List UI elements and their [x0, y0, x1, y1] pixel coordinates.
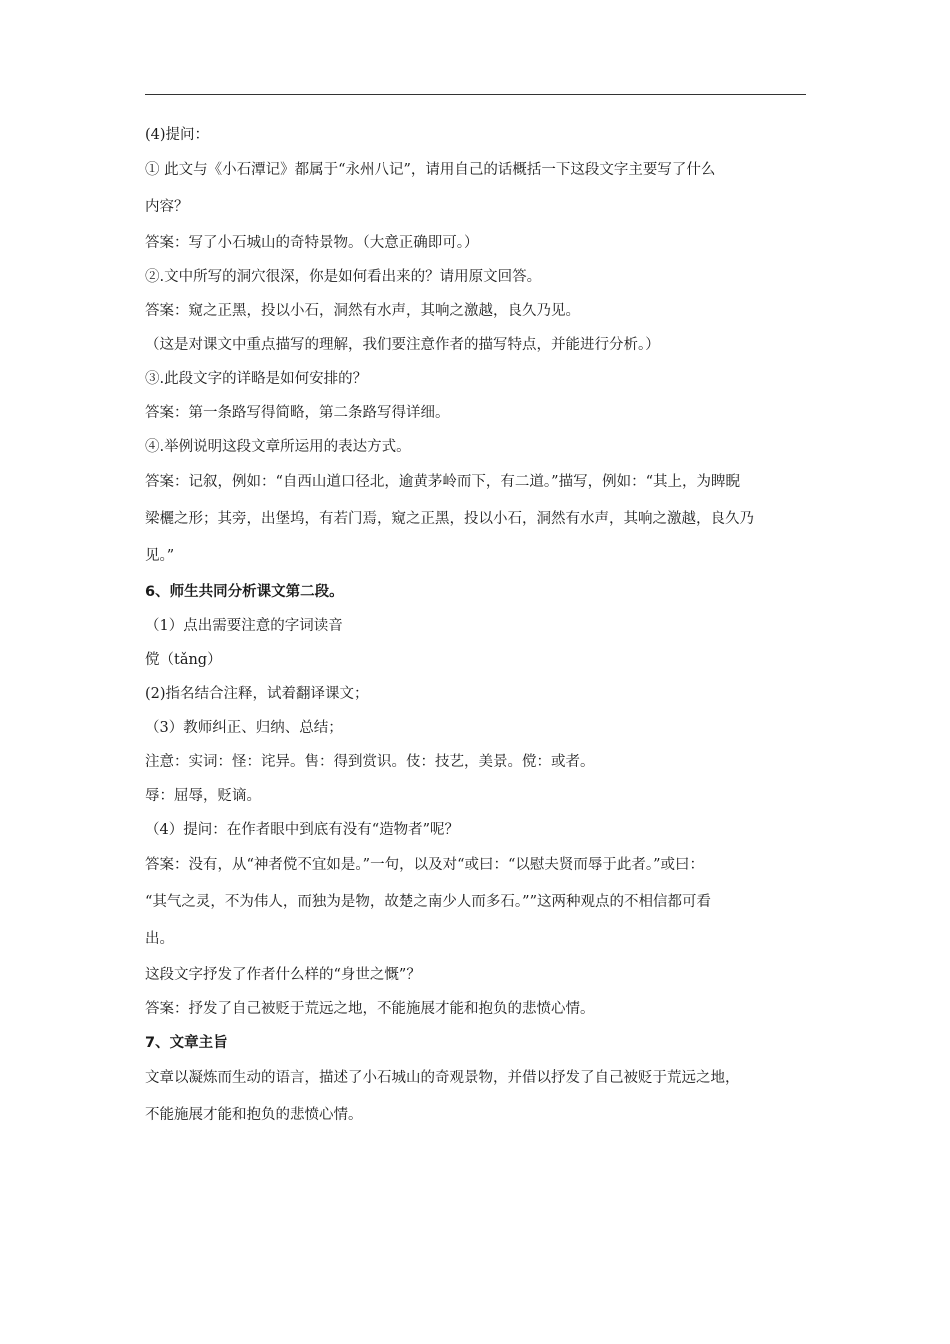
theme-line-2: 不能施展才能和抱负的悲愤心情。	[145, 1107, 363, 1123]
question-4: ④.举例说明这段文章所运用的表达方式。	[145, 439, 411, 455]
vocab-note-2: 辱：屈辱，贬谪。	[145, 788, 261, 804]
document-body	[145, 118, 815, 1134]
step-3: （3）教师纠正、归纳、总结；	[145, 720, 343, 736]
answer-4-line-1: 答案：记叙，例如：“自西山道口径北，逾黄茅岭而下，有二道。”描写，例如：“其上，为睥睨	[145, 474, 740, 490]
pronunciation: 傥（tǎng）	[145, 652, 222, 668]
question-1-line-1: ① 此文与《小石潭记》都属于“永州八记”，请用自己的话概括一下这段文字主要写了什么	[145, 162, 716, 178]
section-7-heading: 7、文章主旨	[145, 1035, 228, 1051]
header-rule	[145, 94, 806, 95]
question-1-line-2: 内容？	[145, 199, 189, 215]
answer-5: 答案：抒发了自己被贬于荒远之地，不能施展才能和抱负的悲愤心情。	[145, 1001, 595, 1017]
step-4-question: （4）提问：在作者眼中到底有没有“造物者”呢？	[145, 822, 460, 838]
step-1: （1）点出需要注意的字词读音	[145, 618, 343, 634]
step-4-answer-line-2: “其气之灵，不为伟人，而独为是物，故楚之南少人而多石。””这两种观点的不相信都可看	[145, 894, 711, 910]
question-2: ②.文中所写的洞穴很深，你是如何看出来的？请用原文回答。	[145, 269, 542, 285]
question-heading: (4)提问：	[145, 127, 210, 143]
answer-1: 答案：写了小石城山的奇特景物。（大意正确即可。）	[145, 235, 479, 251]
answer-4-line-3: 见。”	[145, 548, 175, 564]
note-2: （这是对课文中重点描写的理解，我们要注意作者的描写特点，并能进行分析。）	[145, 337, 660, 353]
theme-line-1: 文章以凝炼而生动的语言，描述了小石城山的奇观景物，并借以抒发了自己被贬于荒远之地，	[145, 1070, 740, 1086]
step-4-answer-line-3: 出。	[145, 931, 174, 947]
answer-3: 答案：第一条路写得简略，第二条路写得详细。	[145, 405, 450, 421]
step-2: (2)指名结合注释，试着翻译课文；	[145, 686, 369, 702]
answer-4-line-2: 梁欐之形；其旁，出堡坞，有若门焉，窥之正黑，投以小石，洞然有水声，其响之激越，良久乃	[145, 511, 754, 527]
answer-2: 答案：窥之正黑，投以小石，洞然有水声，其响之激越，良久乃见。	[145, 303, 580, 319]
question-5: 这段文字抒发了作者什么样的“身世之慨”？	[145, 967, 421, 983]
step-4-answer-line-1: 答案：没有，从“神者傥不宜如是。”一句，以及对“或曰：“以慰夫贤而辱于此者。”或曰：	[145, 857, 705, 873]
section-6-heading: 6、师生共同分析课文第二段。	[145, 584, 344, 600]
vocab-note-1: 注意：实词：怪：诧异。售：得到赏识。伎：技艺，美景。傥：或者。	[145, 754, 595, 770]
question-3: ③.此段文字的详略是如何安排的？	[145, 371, 368, 387]
